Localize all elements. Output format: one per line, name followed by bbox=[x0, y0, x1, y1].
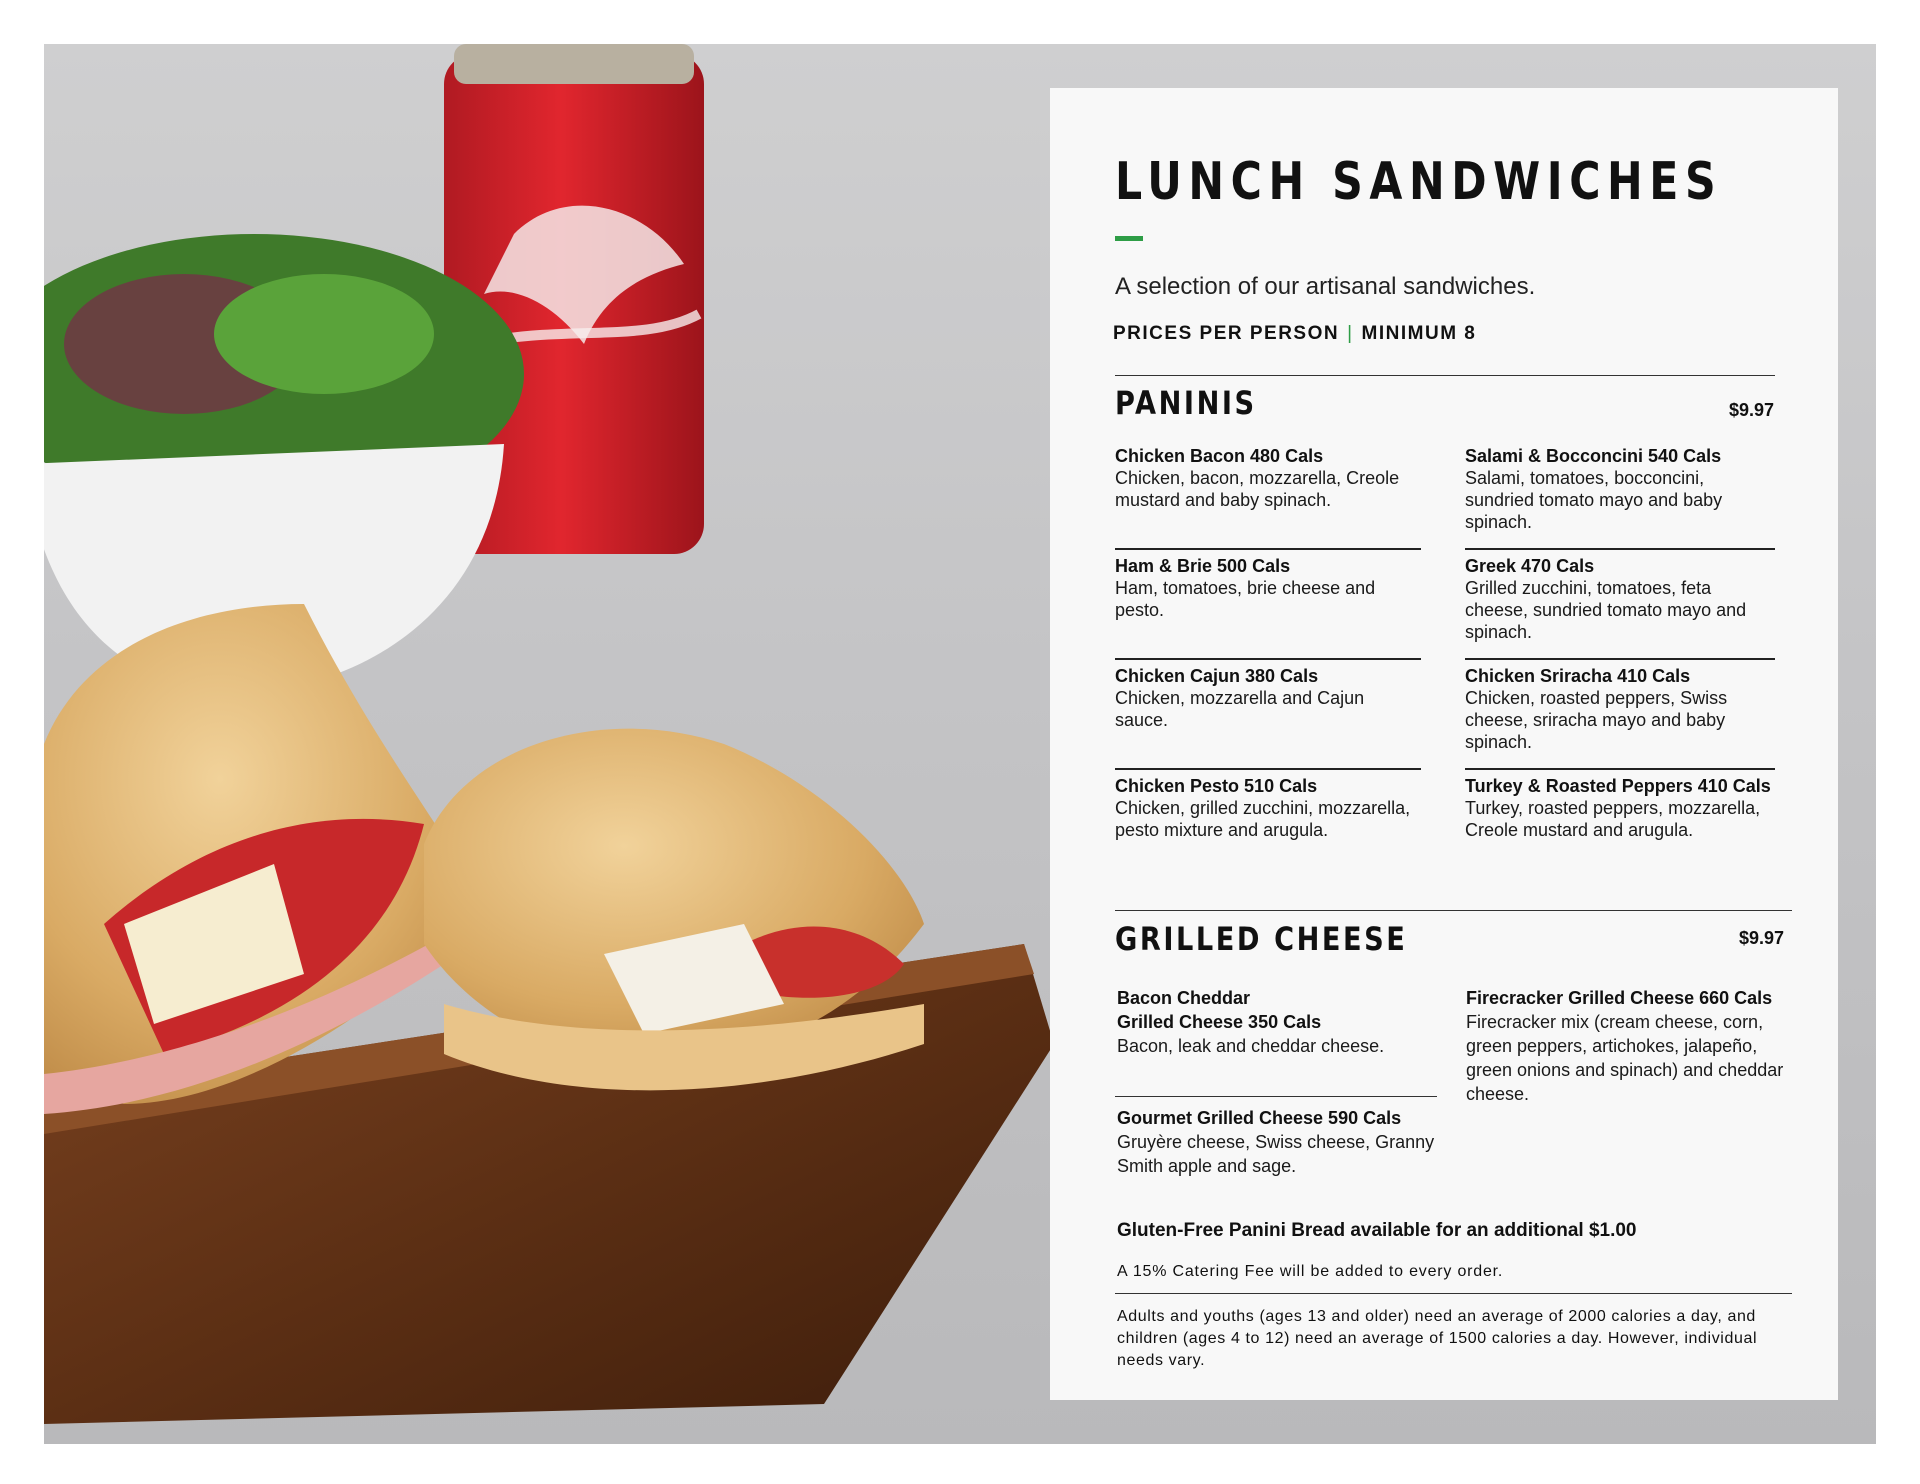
item-divider bbox=[1115, 768, 1421, 770]
footer-divider bbox=[1115, 1293, 1792, 1294]
paninis-price: $9.97 bbox=[1728, 400, 1774, 420]
item-name: Salami & Bocconcini 540 Cals bbox=[1465, 446, 1722, 466]
menu-item bbox=[1466, 986, 1796, 1106]
item-name-line1: Bacon Cheddar bbox=[1117, 988, 1251, 1008]
item-description: Chicken, grilled zucchini, mozzarella, pesto mixture and arugula. bbox=[1115, 798, 1411, 840]
item-name: Turkey & Roasted Peppers 410 Cals bbox=[1465, 776, 1771, 796]
item-divider bbox=[1465, 658, 1775, 660]
sandwich-right bbox=[424, 729, 924, 1091]
pricing-note bbox=[1113, 323, 1476, 345]
menu-item bbox=[1115, 555, 1415, 621]
menu-intro: A selection of our artisanal sandwiches. bbox=[1115, 273, 1536, 300]
menu-item bbox=[1115, 775, 1415, 841]
minimum-label: MINIMUM 8 bbox=[1361, 323, 1477, 344]
menu-item bbox=[1117, 1106, 1437, 1178]
menu-item bbox=[1465, 445, 1775, 533]
item-divider bbox=[1465, 768, 1775, 770]
item-description: Ham, tomatoes, brie cheese and pesto. bbox=[1115, 578, 1376, 620]
title-accent-bar bbox=[1115, 236, 1143, 241]
gluten-free-note: Gluten-Free Panini Bread available for an additional $1.00 bbox=[1117, 1220, 1637, 1241]
catering-fee-note: A 15% Catering Fee will be added to every order. bbox=[1117, 1263, 1504, 1280]
item-divider bbox=[1115, 658, 1421, 660]
item-name: Chicken Bacon 480 Cals bbox=[1115, 446, 1324, 466]
menu-item bbox=[1117, 986, 1437, 1058]
item-name: Chicken Pesto 510 Cals bbox=[1115, 776, 1318, 796]
menu-item bbox=[1465, 555, 1775, 643]
pricing-separator: | bbox=[1347, 323, 1354, 344]
menu-item bbox=[1115, 445, 1415, 511]
grilled-cheese-price: $9.97 bbox=[1738, 928, 1784, 948]
item-divider bbox=[1465, 548, 1775, 550]
item-name: Firecracker Grilled Cheese 660 Cals bbox=[1466, 988, 1773, 1008]
item-description: Chicken, bacon, mozzarella, Creole mustard and baby spinach. bbox=[1115, 468, 1400, 510]
item-name: Chicken Cajun 380 Cals bbox=[1115, 666, 1319, 686]
item-name-line2: Grilled Cheese 350 Cals bbox=[1117, 1012, 1322, 1032]
item-divider bbox=[1115, 548, 1421, 550]
menu-item bbox=[1115, 665, 1415, 731]
item-name: Ham & Brie 500 Cals bbox=[1115, 556, 1291, 576]
prices-per-person-label: PRICES PER PERSON bbox=[1113, 323, 1340, 344]
paninis-title: PANINIS bbox=[1115, 384, 1257, 422]
item-divider bbox=[1115, 1096, 1437, 1097]
item-description: Bacon, leak and cheddar cheese. bbox=[1117, 1036, 1385, 1056]
item-name: Gourmet Grilled Cheese 590 Cals bbox=[1117, 1108, 1402, 1128]
item-description: Turkey, roasted peppers, mozzarella, Creole mustard and arugula. bbox=[1465, 798, 1761, 840]
item-description: Salami, tomatoes, bocconcini, sundried tomato mayo and baby spinach. bbox=[1465, 468, 1723, 532]
menu-item bbox=[1465, 665, 1775, 753]
item-name: Greek 470 Cals bbox=[1465, 556, 1595, 576]
calorie-disclaimer: Adults and youths (ages 13 and older) need an average of 2000 calories a day, and children (ages 4 to 12) need an average of 1500 calories a day. However, individual needs vary. bbox=[1117, 1308, 1758, 1369]
grilled-cheese-title: GRILLED CHEESE bbox=[1115, 920, 1408, 958]
item-description: Firecracker mix (cream cheese, corn, green peppers, artichokes, jalapeño, green onions and spinach) and cheddar cheese. bbox=[1466, 1012, 1784, 1104]
item-description: Grilled zucchini, tomatoes, feta cheese, sundried tomato mayo and spinach. bbox=[1465, 578, 1747, 642]
item-description: Chicken, mozzarella and Cajun sauce. bbox=[1115, 688, 1365, 730]
menu-item bbox=[1465, 775, 1785, 841]
item-description: Gruyère cheese, Swiss cheese, Granny Smith apple and sage. bbox=[1117, 1132, 1435, 1176]
menu-title: LUNCH SANDWICHES bbox=[1115, 152, 1723, 212]
section-divider bbox=[1115, 375, 1775, 376]
menu-card bbox=[1050, 88, 1838, 1400]
section-divider bbox=[1115, 910, 1792, 911]
item-name: Chicken Sriracha 410 Cals bbox=[1465, 666, 1691, 686]
item-description: Chicken, roasted peppers, Swiss cheese, sriracha mayo and baby spinach. bbox=[1465, 688, 1728, 752]
